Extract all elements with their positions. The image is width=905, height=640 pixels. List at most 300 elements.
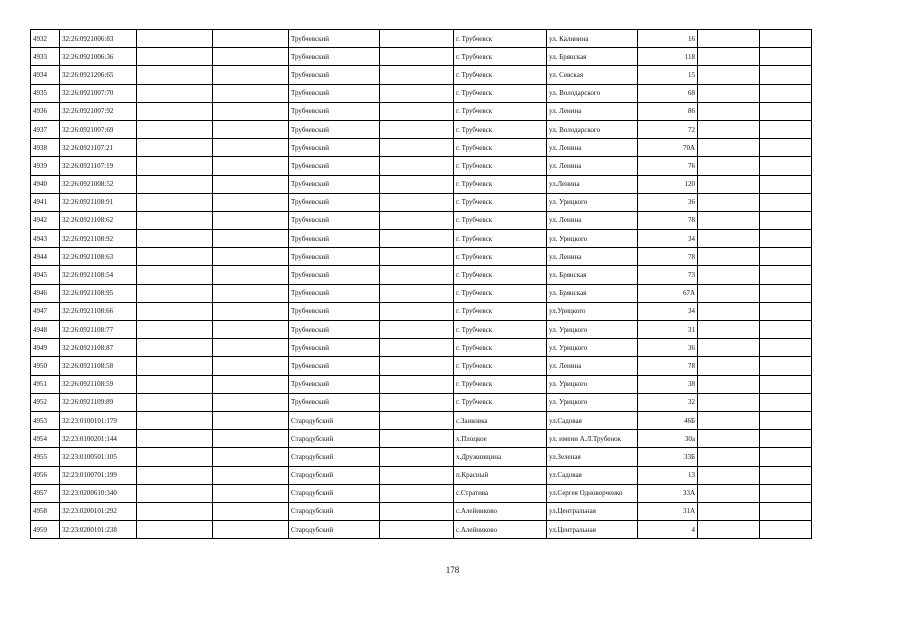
empty-cell [137,521,213,539]
row-number: 4948 [31,321,60,339]
cadastral-number: 32:26:0921007:70 [60,84,137,102]
empty-cell [760,157,812,175]
district: Трубчевский [289,321,380,339]
empty-cell [760,230,812,248]
table-row [31,502,812,520]
house-number: 13 [638,466,698,484]
street: ул. Брянская [547,48,638,66]
district: Трубчевский [289,193,380,211]
empty-cell [698,302,760,320]
empty-cell [380,139,454,157]
empty-cell [137,193,213,211]
empty-cell [380,48,454,66]
cadastral-number: 32:26:0921107:21 [60,139,137,157]
empty-cell [380,175,454,193]
cadastral-number: 32:26:0921108:91 [60,193,137,211]
table-row [31,484,812,502]
cadastral-number: 32:26:0921108:54 [60,266,137,284]
empty-cell [760,175,812,193]
locality: с.Стратива [454,484,547,502]
cadastral-number: 32:26:0921007:92 [60,102,137,120]
cadastral-number: 32:26:0921006:83 [60,30,137,48]
empty-cell [380,448,454,466]
cadastral-number: 32:26:0921108:95 [60,284,137,302]
district: Трубчевский [289,139,380,157]
empty-cell [760,502,812,520]
empty-cell [213,411,289,429]
street: ул. Ленина [547,248,638,266]
district: Стародубский [289,521,380,539]
empty-cell [137,102,213,120]
table-row [31,521,812,539]
district: Трубчевский [289,339,380,357]
district: Трубчевский [289,302,380,320]
row-number: 4951 [31,375,60,393]
house-number: 34 [638,302,698,320]
empty-cell [380,157,454,175]
empty-cell [213,302,289,320]
table-row [31,84,812,102]
cadastral-number: 32:26:0921006:36 [60,48,137,66]
empty-cell [380,248,454,266]
street: ул. Калинина [547,30,638,48]
empty-cell [698,393,760,411]
empty-cell [213,393,289,411]
street: ул.Центральная [547,521,638,539]
locality: г. Трубчевск [454,339,547,357]
empty-cell [380,466,454,484]
empty-cell [137,157,213,175]
row-number: 4952 [31,393,60,411]
empty-cell [760,248,812,266]
empty-cell [698,48,760,66]
empty-cell [380,393,454,411]
empty-cell [213,157,289,175]
row-number: 4956 [31,466,60,484]
records-table [30,29,812,539]
table-row [31,302,812,320]
empty-cell [213,284,289,302]
empty-cell [213,502,289,520]
row-number: 4947 [31,302,60,320]
district: Трубчевский [289,393,380,411]
cadastral-number: 32:26:0921108:87 [60,339,137,357]
empty-cell [380,284,454,302]
empty-cell [213,120,289,138]
cadastral-number: 32:23:0200101:238 [60,521,137,539]
cadastral-number: 32:23:0100501:105 [60,448,137,466]
empty-cell [698,175,760,193]
empty-cell [698,120,760,138]
locality: г. Трубчевск [454,248,547,266]
empty-cell [698,157,760,175]
street: ул. Ленина [547,357,638,375]
empty-cell [213,175,289,193]
cadastral-number: 32:26:0921108:66 [60,302,137,320]
empty-cell [698,139,760,157]
row-number: 4943 [31,230,60,248]
house-number: 76 [638,157,698,175]
street: ул.Сергея Одноворченко [547,484,638,502]
empty-cell [760,375,812,393]
empty-cell [760,393,812,411]
empty-cell [213,248,289,266]
empty-cell [698,430,760,448]
empty-cell [698,339,760,357]
street: ул. Брянская [547,284,638,302]
table-row [31,102,812,120]
empty-cell [137,357,213,375]
row-number: 4940 [31,175,60,193]
row-number: 4932 [31,30,60,48]
empty-cell [698,102,760,120]
district: Трубчевский [289,284,380,302]
table-row [31,139,812,157]
empty-cell [213,357,289,375]
district: Стародубский [289,430,380,448]
district: Трубчевский [289,84,380,102]
house-number: 72 [638,120,698,138]
empty-cell [760,339,812,357]
district: Трубчевский [289,30,380,48]
empty-cell [380,430,454,448]
locality: г. Трубчевск [454,157,547,175]
empty-cell [137,266,213,284]
locality: п.Красный [454,466,547,484]
street: ул. Володарского [547,120,638,138]
empty-cell [760,193,812,211]
empty-cell [698,248,760,266]
locality: с.Алейниково [454,521,547,539]
locality: с.Алейниково [454,502,547,520]
locality: г. Трубчевск [454,48,547,66]
empty-cell [380,30,454,48]
district: Трубчевский [289,48,380,66]
locality: г. Трубчевск [454,321,547,339]
empty-cell [380,102,454,120]
empty-cell [213,102,289,120]
empty-cell [380,484,454,502]
table-row [31,466,812,484]
empty-cell [137,139,213,157]
house-number: 31А [638,502,698,520]
cadastral-number: 32:23:0200101:292 [60,502,137,520]
cadastral-number: 32:23:0100701:199 [60,466,137,484]
cadastral-number: 32:26:0921108:59 [60,375,137,393]
house-number: 73 [638,266,698,284]
street: ул. Урицкого [547,375,638,393]
empty-cell [380,502,454,520]
street: ул.Урицкого [547,302,638,320]
district: Трубчевский [289,66,380,84]
street: ул. Ленина [547,139,638,157]
empty-cell [213,211,289,229]
house-number: 36 [638,193,698,211]
district: Стародубский [289,448,380,466]
empty-cell [698,466,760,484]
table-row [31,30,812,48]
row-number: 4942 [31,211,60,229]
empty-cell [137,448,213,466]
empty-cell [137,430,213,448]
empty-cell [137,211,213,229]
table-row [31,284,812,302]
row-number: 4946 [31,284,60,302]
empty-cell [760,66,812,84]
house-number: 32 [638,393,698,411]
empty-cell [380,120,454,138]
locality: г. Трубчевск [454,375,547,393]
locality: г. Трубчевск [454,302,547,320]
table-row [31,339,812,357]
empty-cell [760,357,812,375]
empty-cell [137,466,213,484]
locality: г. Трубчевск [454,66,547,84]
cadastral-number: 32:26:0921109:89 [60,393,137,411]
row-number: 4938 [31,139,60,157]
house-number: 33Б [638,448,698,466]
street: ул. Севская [547,66,638,84]
empty-cell [213,321,289,339]
street: ул. Брянская [547,266,638,284]
empty-cell [213,193,289,211]
row-number: 4958 [31,502,60,520]
empty-cell [760,411,812,429]
row-number: 4957 [31,484,60,502]
street: ул.Ленина [547,175,638,193]
street: ул. Володарского [547,84,638,102]
table-row [31,375,812,393]
house-number: 15 [638,66,698,84]
empty-cell [698,193,760,211]
house-number: 16 [638,30,698,48]
house-number: 78 [638,211,698,229]
street: ул. Ленина [547,211,638,229]
district: Трубчевский [289,157,380,175]
cadastral-number: 32:23:0100201:144 [60,430,137,448]
district: Стародубский [289,466,380,484]
house-number: 36 [638,339,698,357]
empty-cell [137,484,213,502]
table-row [31,248,812,266]
empty-cell [698,66,760,84]
locality: г. Трубчевск [454,230,547,248]
row-number: 4954 [31,430,60,448]
row-number: 4934 [31,66,60,84]
empty-cell [698,375,760,393]
row-number: 4939 [31,157,60,175]
empty-cell [137,66,213,84]
empty-cell [137,175,213,193]
empty-cell [698,284,760,302]
cadastral-number: 32:26:0921108:77 [60,321,137,339]
empty-cell [137,411,213,429]
table-row [31,321,812,339]
house-number: 118 [638,48,698,66]
table-row [31,48,812,66]
page-number: 178 [445,565,460,575]
street: ул. Урицкого [547,193,638,211]
table-row [31,193,812,211]
street: ул. Ленина [547,157,638,175]
empty-cell [760,102,812,120]
locality: г. Трубчевск [454,284,547,302]
district: Стародубский [289,411,380,429]
street: ул.Садовая [547,411,638,429]
table-row [31,430,812,448]
empty-cell [137,302,213,320]
empty-cell [213,466,289,484]
house-number: 34 [638,230,698,248]
house-number: 31 [638,321,698,339]
empty-cell [137,284,213,302]
row-number: 4936 [31,102,60,120]
empty-cell [137,84,213,102]
row-number: 4945 [31,266,60,284]
empty-cell [380,375,454,393]
empty-cell [213,484,289,502]
empty-cell [137,30,213,48]
empty-cell [760,120,812,138]
table-row [31,357,812,375]
empty-cell [760,484,812,502]
empty-cell [213,430,289,448]
locality: г. Трубчевск [454,266,547,284]
street: ул. Ленина [547,102,638,120]
empty-cell [760,84,812,102]
empty-cell [213,66,289,84]
locality: г. Трубчевск [454,211,547,229]
empty-cell [213,375,289,393]
table-row [31,175,812,193]
empty-cell [760,30,812,48]
table-row [31,411,812,429]
empty-cell [380,193,454,211]
house-number: 78 [638,357,698,375]
empty-cell [698,448,760,466]
row-number: 4935 [31,84,60,102]
street: ул.Садовая [547,466,638,484]
district: Трубчевский [289,248,380,266]
empty-cell [698,230,760,248]
house-number: 30а [638,430,698,448]
table-row [31,211,812,229]
row-number: 4941 [31,193,60,211]
cadastral-number: 32:23:0100101:179 [60,411,137,429]
district: Трубчевский [289,357,380,375]
locality: г. Трубчевск [454,175,547,193]
empty-cell [137,48,213,66]
house-number: 120 [638,175,698,193]
row-number: 4959 [31,521,60,539]
empty-cell [213,84,289,102]
street: ул.Центральная [547,502,638,520]
street: ул. Урицкого [547,393,638,411]
row-number: 4955 [31,448,60,466]
empty-cell [380,211,454,229]
empty-cell [380,339,454,357]
house-number: 4 [638,521,698,539]
empty-cell [213,30,289,48]
street: ул. Урицкого [547,230,638,248]
empty-cell [137,502,213,520]
house-number: 33А [638,484,698,502]
empty-cell [137,120,213,138]
locality: х.Дружнищина [454,448,547,466]
cadastral-number: 32:26:0921108:63 [60,248,137,266]
street: ул. Урицкого [547,321,638,339]
locality: г. Трубчевск [454,357,547,375]
empty-cell [137,375,213,393]
street: ул.Зеленая [547,448,638,466]
row-number: 4949 [31,339,60,357]
empty-cell [380,521,454,539]
cadastral-number: 32:26:0921007:69 [60,120,137,138]
empty-cell [137,248,213,266]
empty-cell [137,339,213,357]
empty-cell [760,448,812,466]
empty-cell [698,211,760,229]
empty-cell [213,339,289,357]
empty-cell [380,411,454,429]
row-number: 4950 [31,357,60,375]
empty-cell [698,484,760,502]
empty-cell [698,411,760,429]
locality: х.Плоцкое [454,430,547,448]
empty-cell [213,48,289,66]
row-number: 4953 [31,411,60,429]
empty-cell [698,84,760,102]
empty-cell [213,448,289,466]
house-number: 68 [638,84,698,102]
empty-cell [698,321,760,339]
district: Трубчевский [289,266,380,284]
table-row [31,66,812,84]
empty-cell [380,302,454,320]
cadastral-number: 32:26:0921008:52 [60,175,137,193]
table-row [31,230,812,248]
row-number: 4944 [31,248,60,266]
street: ул. имени А.Л.Трубенок [547,430,638,448]
empty-cell [213,521,289,539]
empty-cell [698,266,760,284]
empty-cell [760,321,812,339]
house-number: 86 [638,102,698,120]
table-row [31,266,812,284]
table-row [31,157,812,175]
empty-cell [380,321,454,339]
house-number: 46Б [638,411,698,429]
empty-cell [760,430,812,448]
empty-cell [760,521,812,539]
locality: г. Трубчевск [454,84,547,102]
empty-cell [380,66,454,84]
table-row [31,120,812,138]
district: Стародубский [289,502,380,520]
district: Трубчевский [289,375,380,393]
empty-cell [698,30,760,48]
empty-cell [380,266,454,284]
district: Трубчевский [289,120,380,138]
cadastral-number: 32:26:0921108:62 [60,211,137,229]
cadastral-number: 32:26:0921108:58 [60,357,137,375]
locality: г. Трубчевск [454,102,547,120]
cadastral-number: 32:23:0200610:340 [60,484,137,502]
empty-cell [698,357,760,375]
district: Стародубский [289,484,380,502]
table-row [31,448,812,466]
cadastral-number: 32:26:0921107:19 [60,157,137,175]
